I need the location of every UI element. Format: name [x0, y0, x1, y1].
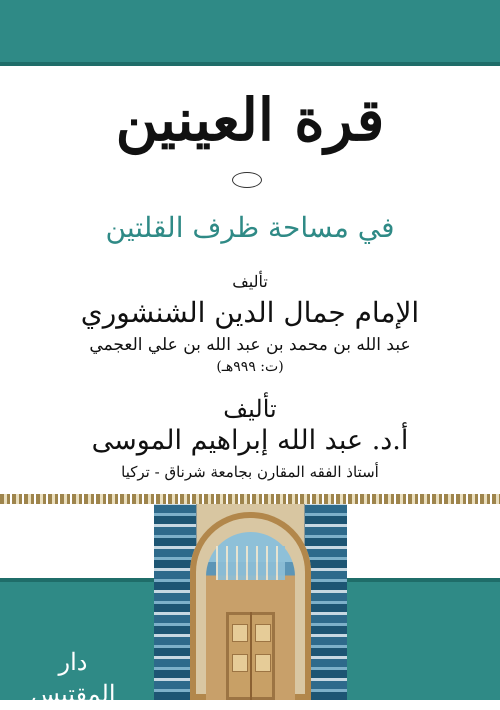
title-decorative-mark — [232, 172, 262, 188]
door-panel — [255, 624, 271, 642]
door-panel — [255, 654, 271, 672]
investigator-affiliation: أستاذ الفقه المقارن بجامعة شرناق - تركيا — [121, 463, 379, 481]
investigator-name: أ.د. عبد الله إبراهيم الموسى — [91, 425, 409, 456]
top-band — [0, 0, 500, 62]
author-death-date: (ت: ٩٩٩هـ) — [216, 359, 284, 375]
author-name: الإمام جمال الدين الشنشوري — [80, 296, 420, 329]
publisher-logo: دار المقتبس — [30, 648, 116, 708]
authored-label-1: تأليف — [232, 272, 268, 291]
ornamental-border-strip — [0, 494, 500, 504]
author-fullname: عبد الله بن محمد بن عبد الله بن علي العجمي — [89, 335, 411, 355]
tile-panel-right — [305, 504, 347, 700]
book-title: قرة العينين — [115, 86, 385, 154]
arch-window-grid — [216, 546, 285, 580]
door-panel — [232, 654, 248, 672]
door-center-line — [250, 612, 252, 700]
mosque-archway-image — [154, 504, 347, 700]
authored-label-2: تأليف — [223, 395, 277, 423]
book-subtitle: في مساحة ظرف القلتين — [105, 211, 395, 244]
top-band-line — [0, 62, 500, 66]
door-panel — [232, 624, 248, 642]
